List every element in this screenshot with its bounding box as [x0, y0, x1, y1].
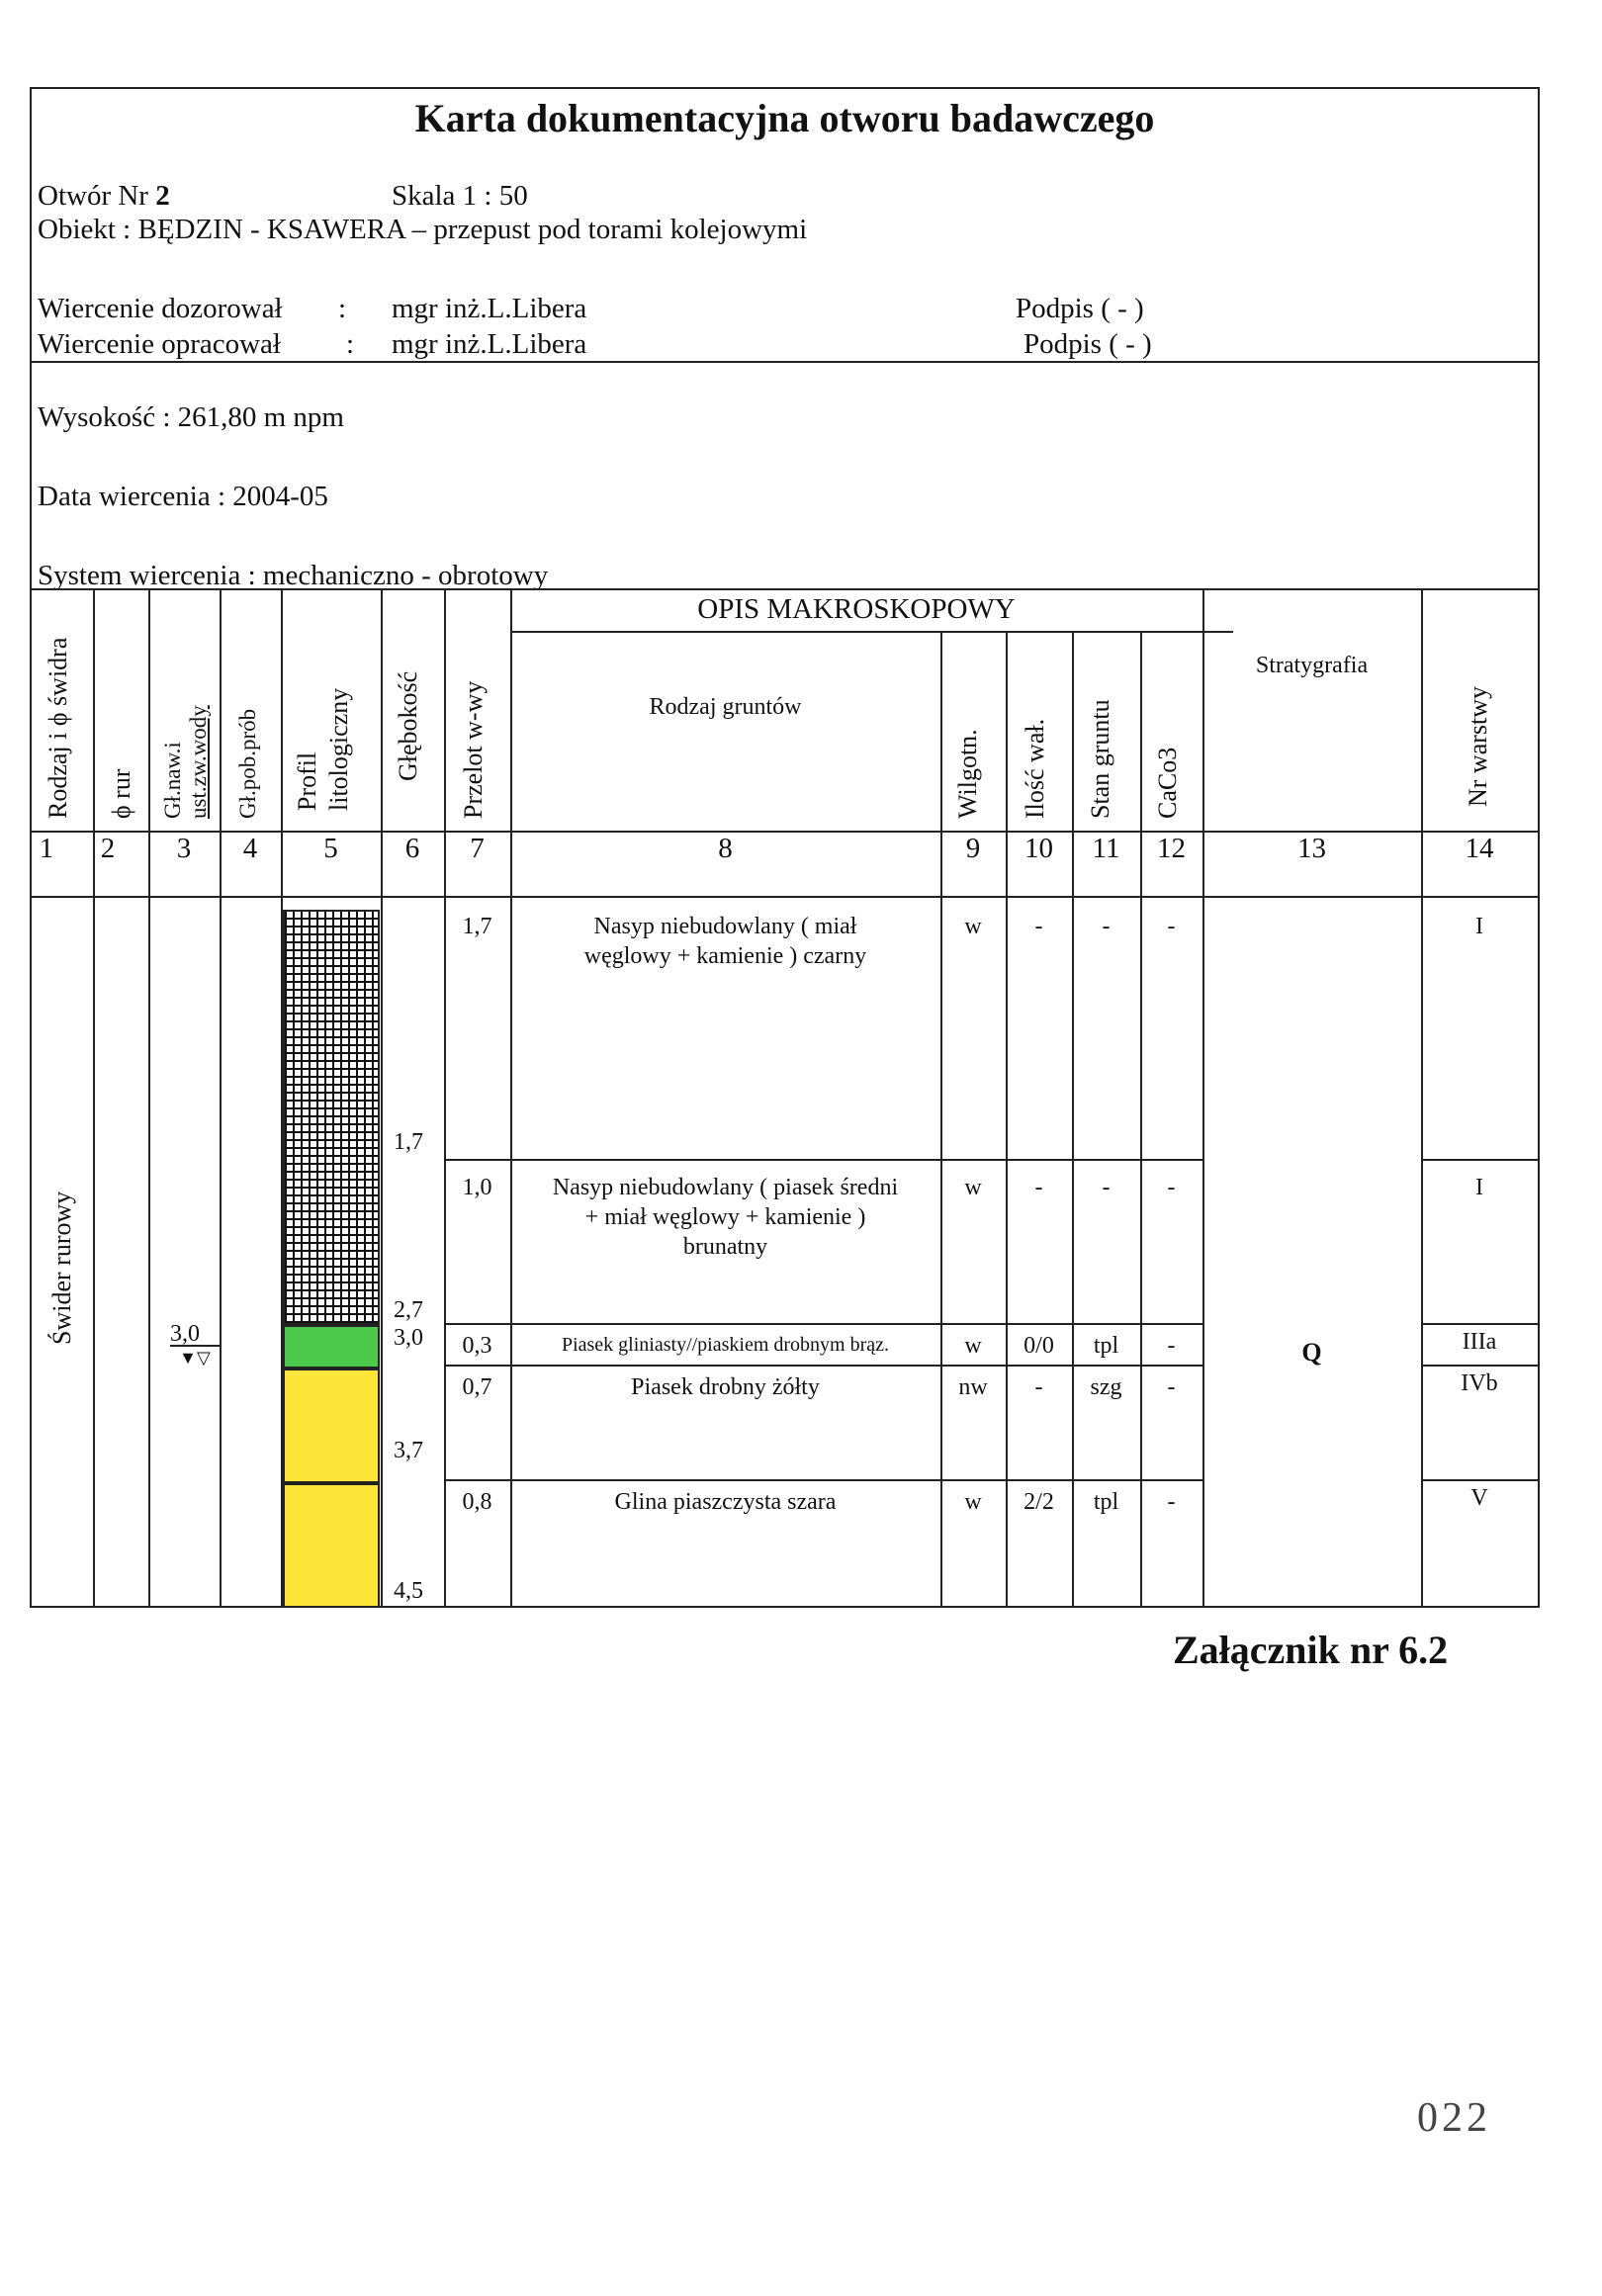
layer-description: Nasyp niebudowlany ( miał węglowy + kamienie ) czarny — [583, 914, 867, 969]
layer-number: IIIa — [1462, 1329, 1497, 1355]
page-title: Karta dokumentacyjna otworu badawczego — [414, 96, 1155, 140]
layer-caco3: - — [1167, 1175, 1176, 1200]
supervised-value: mgr inż.L.Libera — [392, 293, 587, 324]
layer-roll-count: 0/0 — [1024, 1333, 1054, 1359]
col-number: 5 — [323, 833, 338, 864]
layer-moisture: w — [964, 1489, 982, 1515]
col-number: 3 — [176, 833, 192, 864]
layer-thickness: 0,8 — [462, 1489, 492, 1515]
drill-date-label: Data wiercenia : 2004-05 — [38, 481, 328, 512]
layer-thickness: 0,3 — [462, 1333, 492, 1359]
scale-label: Skala 1 : 50 — [392, 180, 528, 212]
col-header-13: Stratygrafia — [1255, 653, 1369, 678]
depth-marker: 1,7 — [394, 1129, 423, 1155]
water-level-symbol: ▼▽ — [170, 1345, 220, 1369]
col-header-3b: ust.zw.wody — [186, 705, 211, 819]
col-number: 6 — [404, 833, 420, 864]
layer-description: Glina piaszczysta szara — [614, 1489, 837, 1515]
prepared-label: Wiercenie opracował — [38, 328, 281, 360]
col-header-5a: Profil — [293, 751, 321, 811]
layer-state: tpl — [1093, 1333, 1119, 1359]
water-level-value: 3,0 — [170, 1321, 200, 1347]
layer-caco3: - — [1167, 1333, 1176, 1359]
layer-thickness: 0,7 — [462, 1374, 492, 1400]
drill-type-label: Świder rurowy — [47, 1191, 76, 1345]
col-number: 13 — [1297, 833, 1326, 864]
page-number: 022 — [1417, 2095, 1491, 2141]
col-header-2: ϕ rur — [107, 768, 135, 819]
layer-description: Piasek gliniasty//piaskiem drobnym brąz. — [561, 1334, 890, 1356]
col-header-10: Ilość wał. — [1021, 718, 1049, 819]
layer-moisture: w — [964, 1175, 982, 1200]
col-number: 4 — [242, 833, 258, 864]
col-header-7: Przelot w-wy — [459, 680, 488, 819]
layer-roll-count: - — [1034, 1175, 1043, 1200]
layer-caco3: - — [1167, 1374, 1176, 1400]
profile-fill-layer-4 — [283, 1369, 380, 1483]
layer-description: Piasek drobny żółty — [631, 1374, 820, 1400]
layer-description: Nasyp niebudowlany ( piasek średni + miał węglowy + kamienie ) brunatny — [552, 1175, 899, 1260]
stratigraphy-value: Q — [1301, 1338, 1322, 1367]
col-number: 14 — [1465, 833, 1494, 864]
layer-thickness: 1,0 — [462, 1175, 492, 1200]
layer-number: IVb — [1461, 1370, 1498, 1396]
col-number: 7 — [470, 833, 485, 864]
otwor-number: 2 — [155, 180, 170, 212]
divider — [32, 361, 1538, 363]
layer-number: V — [1470, 1485, 1488, 1511]
col-header-11: Stan gruntu — [1086, 699, 1114, 819]
layer-state: tpl — [1093, 1489, 1119, 1515]
col-header-6: Głębokość — [394, 670, 422, 781]
profile-fill-layer-1-2 — [283, 910, 380, 1325]
col-header-8: Rodzaj gruntów — [649, 694, 802, 720]
layer-state: - — [1102, 914, 1111, 939]
documentation-sheet — [30, 87, 1540, 1608]
signature-2: Podpis ( - ) — [1024, 328, 1152, 360]
macroscopic-description-header: OPIS MAKROSKOPOWY — [697, 593, 1016, 625]
col-header-3a: Gł.naw.i — [160, 742, 185, 819]
layer-state: - — [1102, 1175, 1111, 1200]
signature-1: Podpis ( - ) — [1016, 293, 1144, 324]
layer-moisture: w — [964, 914, 982, 939]
supervised-label: Wiercenie dozorował — [38, 293, 283, 324]
layer-roll-count: - — [1034, 1374, 1043, 1400]
layer-roll-count: 2/2 — [1024, 1489, 1054, 1515]
col-number: 9 — [965, 833, 981, 864]
annex-label: Załącznik nr 6.2 — [1173, 1628, 1449, 1672]
col-number: 8 — [718, 833, 733, 864]
depth-marker: 2,7 — [394, 1297, 423, 1323]
col-number: 1 — [39, 833, 54, 864]
elevation-label: Wysokość : 261,80 m npm — [38, 401, 344, 433]
col-header-9: Wilgotn. — [953, 729, 982, 819]
layer-thickness: 1,7 — [462, 914, 492, 939]
layer-roll-count: - — [1034, 914, 1043, 939]
profile-fill-layer-5 — [283, 1483, 380, 1608]
profile-fill-layer-3 — [283, 1325, 380, 1369]
depth-marker: 4,5 — [394, 1578, 423, 1604]
col-number: 12 — [1157, 833, 1186, 864]
col-header-14: Nr warstwy — [1464, 685, 1492, 807]
col-number: 2 — [100, 833, 116, 864]
layer-number: I — [1475, 914, 1483, 939]
depth-marker: 3,0 — [394, 1325, 423, 1351]
col-header-12: CaCo3 — [1153, 747, 1182, 819]
layer-caco3: - — [1167, 914, 1176, 939]
layer-state: szg — [1090, 1374, 1122, 1400]
col-header-1: Rodzaj i ϕ świdra — [44, 637, 72, 819]
supervised-sep: : — [338, 293, 347, 324]
depth-marker: 3,7 — [394, 1438, 423, 1463]
col-header-4: Gł.pob.prób — [235, 708, 260, 819]
col-number: 10 — [1024, 833, 1053, 864]
layer-caco3: - — [1167, 1489, 1176, 1515]
otwor-label: Otwór Nr 2 — [38, 180, 170, 212]
layer-number: I — [1475, 1175, 1483, 1200]
drill-system-label: System wiercenia : mechaniczno - obrotowy — [38, 560, 549, 591]
prepared-sep: : — [346, 328, 355, 360]
layer-moisture: nw — [958, 1374, 988, 1400]
col-header-5b: litologiczny — [324, 687, 353, 811]
layer-moisture: w — [964, 1333, 982, 1359]
col-number: 11 — [1092, 833, 1120, 864]
object-label: Obiekt : BĘDZIN - KSAWERA – przepust pod torami kolejowymi — [38, 214, 808, 245]
prepared-value: mgr inż.L.Libera — [392, 328, 587, 360]
